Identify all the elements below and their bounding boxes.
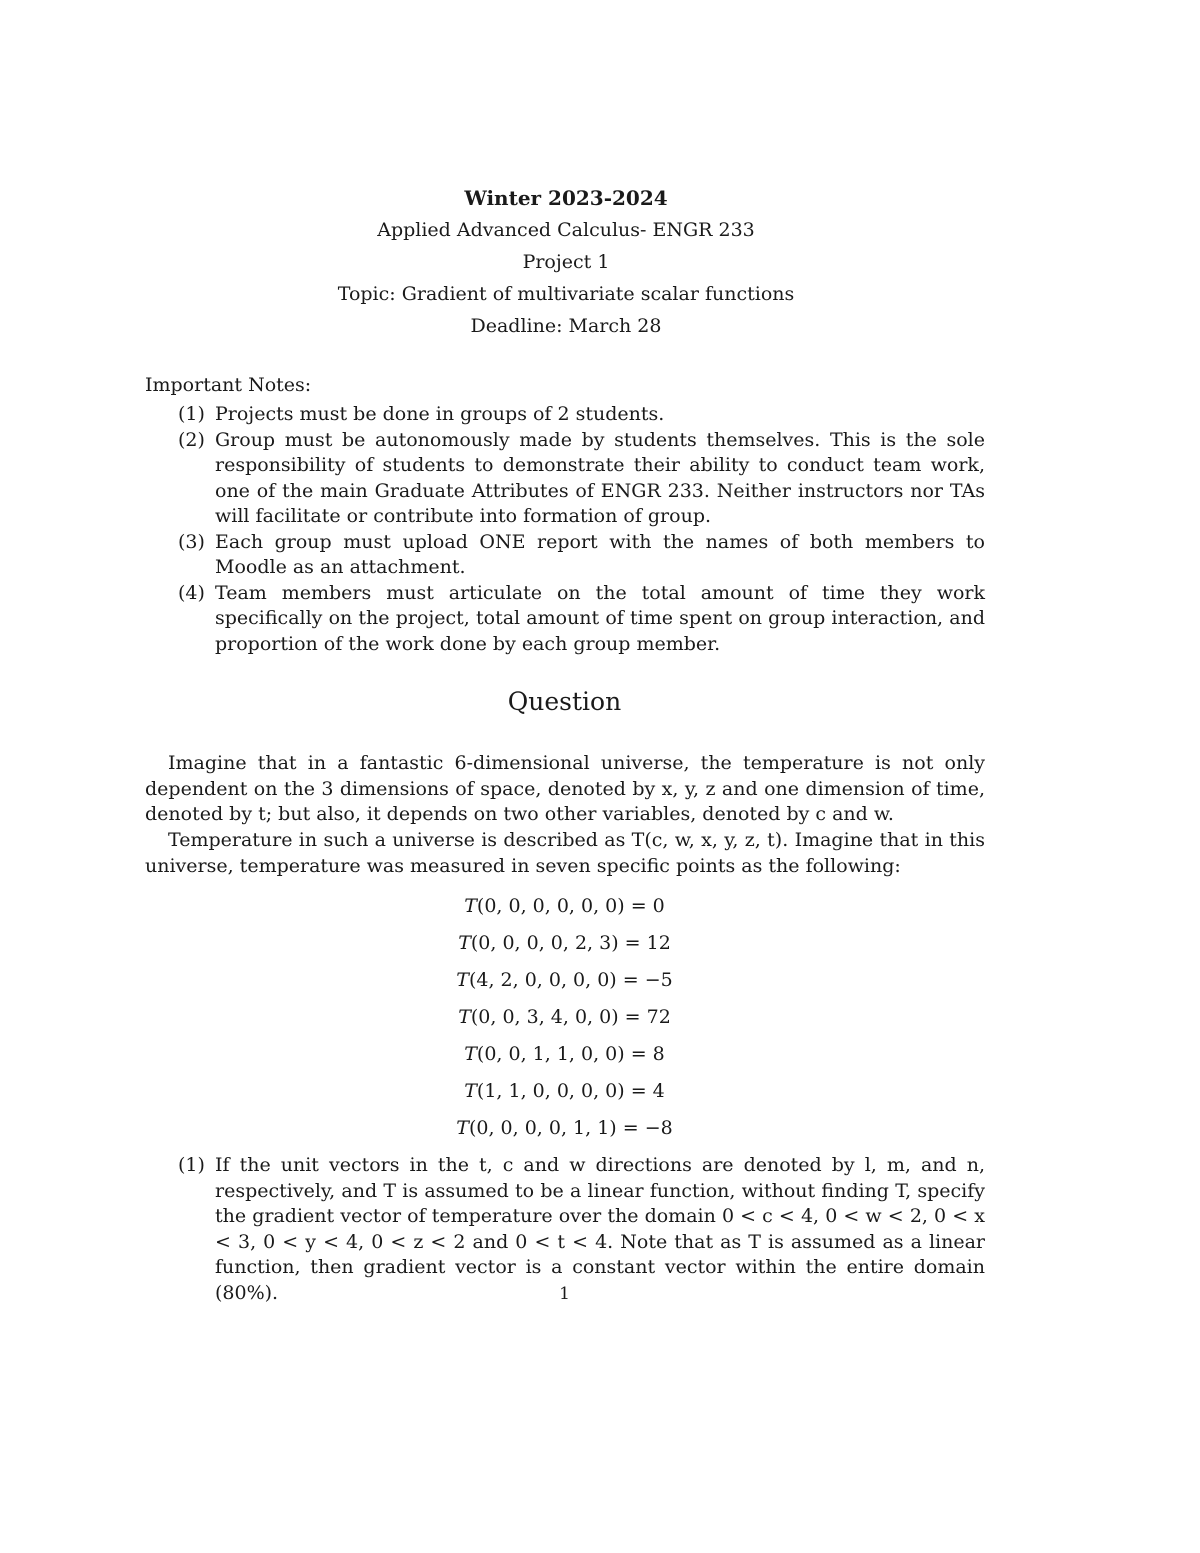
equation-function: T (464, 895, 477, 917)
equation-function: T (456, 1117, 469, 1139)
equation-args: (1, 1, 0, 0, 0, 0) = 4 (476, 1080, 665, 1102)
question-heading: Question (507, 687, 622, 716)
note-number: (1) (178, 403, 205, 425)
equation-args: (0, 0, 1, 1, 0, 0) = 8 (476, 1043, 665, 1065)
equation (0, 962, 1129, 999)
equation-function: T (458, 932, 471, 954)
note-item (145, 530, 985, 581)
equation-function: T (458, 1006, 471, 1028)
project-label: Project 1 (522, 251, 610, 273)
note-text: Team members must articulate on the total amount of time they work specifically on the project, total amount of time spent on group interaction, and proportion of the work done by each group member. (215, 581, 985, 655)
equation (0, 1110, 1129, 1147)
equation (0, 1073, 1129, 1110)
course-name: Applied Advanced Calculus- ENGR 233 (377, 219, 755, 241)
equation-function: T (464, 1080, 477, 1102)
note-text: Each group must upload ONE report with the names of both members to Moodle as an attachment. (215, 530, 985, 578)
equation-args: (0, 0, 3, 4, 0, 0) = 72 (470, 1006, 671, 1028)
note-text: Projects must be done in groups of 2 students. (215, 403, 665, 425)
notes-heading: Important Notes: (145, 374, 312, 396)
note-item (145, 581, 985, 658)
term-title: Winter 2023-2024 (464, 186, 668, 210)
note-item (145, 402, 985, 428)
topic-line: Topic: Gradient of multivariate scalar functions (337, 283, 795, 305)
equation-args: (4, 2, 0, 0, 0, 0) = −5 (468, 969, 673, 991)
note-text: Group must be autonomously made by students themselves. This is the sole responsibility of students to demonstrate their ability to conduct team work, one of the main Graduate Attributes of ENGR 233. Neither instructors nor TAs will facilitate or contribute into formation of group. (215, 428, 985, 527)
question-part-text: If the unit vectors in the t, c and w directions are denoted by l, m, and n, respectively, and T is assumed to be a linear function, without finding T, specify the gradient vector of temperature over the domain 0 < c < 4, 0 < w < 2, 0 < x < 3, 0 < y < 4, 0 < z < 2 and 0 < t < 4. Note that as T is assumed as a linear function, then gradient vector is a constant vector within the entire domain (80%). (215, 1154, 985, 1304)
note-number: (3) (178, 530, 205, 553)
notes-list (145, 402, 985, 657)
question-paragraph-1: Imagine that in a fantastic 6-dimensional universe, the temperature is not only dependent on the 3 dimensions of space, denoted by x, y, z and one dimension of time, denoted by t; but also, it depends on two other variables, denoted by c and w. (145, 752, 985, 825)
document-header (0, 182, 1200, 342)
question-paragraph-2: Temperature in such a universe is described as T(c, w, x, y, z, t). Imagine that in this universe, temperature was measured in seven specific points as the following: (145, 829, 985, 877)
equation-args: (0, 0, 0, 0, 2, 3) = 12 (470, 932, 671, 954)
equation (0, 925, 1129, 962)
equation (0, 1036, 1129, 1073)
question-part-number: (1) (178, 1154, 205, 1176)
equation-function: T (464, 1043, 477, 1065)
equation (0, 999, 1129, 1036)
note-number: (4) (178, 581, 205, 604)
page-number: 1 (559, 1284, 570, 1304)
note-number: (2) (178, 428, 205, 451)
equation-function: T (456, 969, 469, 991)
equation-args: (0, 0, 0, 0, 1, 1) = −8 (468, 1117, 673, 1139)
note-item (145, 428, 985, 530)
equation-args: (0, 0, 0, 0, 0, 0) = 0 (476, 895, 665, 917)
equation (0, 888, 1129, 925)
deadline-line: Deadline: March 28 (470, 315, 662, 337)
equation-block (0, 888, 1129, 1147)
